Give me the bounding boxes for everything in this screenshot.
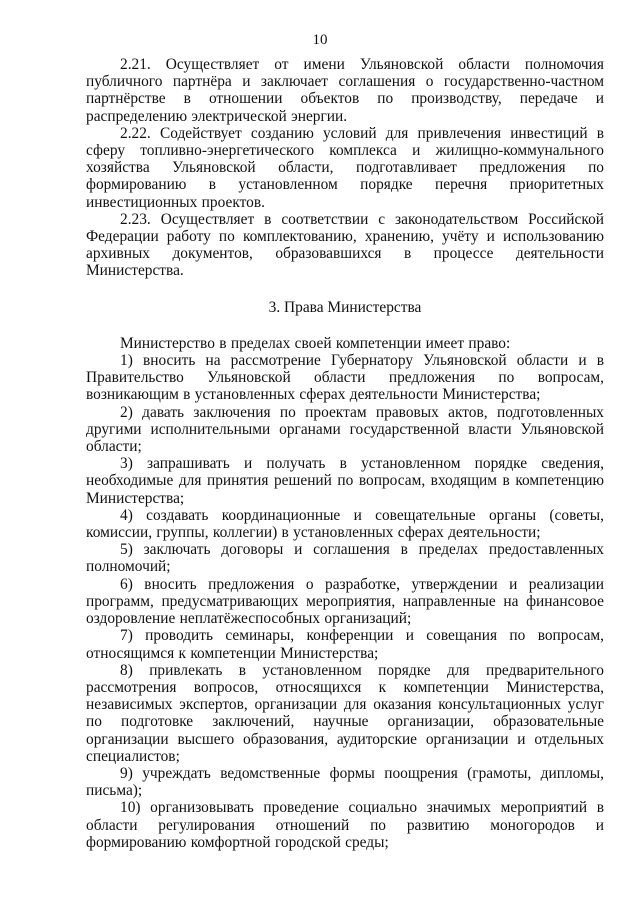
right-item-1: 1) вносить на рассмотрение Губернатору Ульяновской области и в Правительство Ульяновской области предложения по вопросам, возникающим в установленных сферах деятельности Министерства;	[86, 352, 604, 404]
paragraph-2-21: 2.21. Осуществляет от имени Ульяновской области полномочия публичного партнёра и заключает соглашения о государственно-частном партнёрстве в отношении объектов по производству, передаче и распределению электрической энергии.	[86, 56, 604, 125]
right-item-5: 5) заключать договоры и соглашения в пределах предоставленных полномочий;	[86, 541, 604, 576]
paragraph-2-22: 2.22. Содействует созданию условий для привлечения инвестиций в сферу топливно-энергетического комплекса и жилищно-коммунального хозяйства Ульяновской области, подготавливает предложения по формированию в установленном порядке перечня приоритетных инвестиционных проектов.	[86, 124, 604, 211]
right-item-6: 6) вносить предложения о разработке, утверждении и реализации программ, предусматривающих мероприятия, направленные на финансовое оздоровление неплатёжеспособных организаций;	[86, 575, 604, 628]
right-item-3: 3) запрашивать и получать в установленном порядке сведения, необходимые для принятия решений по вопросам, входящим в компетенцию Министерства;	[86, 455, 604, 507]
page-number: 10	[312, 32, 328, 48]
rights-intro: Министерство в пределах своей компетенции имеет право:	[120, 334, 511, 352]
right-item-10: 10) организовывать проведение социально значимых мероприятий в области регулирования отношений по развитию моногородов и формированию комфортной городской среды;	[86, 799, 604, 851]
right-item-4: 4) создавать координационные и совещательные органы (советы, комиссии, группы, коллегии) в установленных сферах деятельности;	[86, 506, 604, 542]
paragraph-2-23: 2.23. Осуществляет в соответствии с законодательством Российской Федерации работу по комплектованию, хранению, учёту и использованию архивных документов, образовавшихся в процессе деятельности Министерства.	[86, 210, 604, 280]
right-item-9: 9) учреждать ведомственные формы поощрения (грамоты, дипломы, письма);	[86, 764, 604, 800]
right-item-7: 7) проводить семинары, конференции и совещания по вопросам, относящимся к компетенции Министерства;	[86, 627, 604, 662]
document-body	[86, 56, 604, 851]
right-item-2: 2) давать заключения по проектам правовых актов, подготовленных другими исполнительными органами государственной власти Ульяновской области;	[86, 403, 604, 456]
right-item-8: 8) привлекать в установленном порядке для предварительного рассмотрения вопросов, относящихся к компетенции Министерства, независимых экспертов, организации для оказания консультационных услуг по подготовке заключений, научные организации, образовательные организации высшего образования, аудиторские организации и отдельных специалистов;	[86, 661, 604, 765]
section-title: 3. Права Министерства	[268, 298, 422, 316]
